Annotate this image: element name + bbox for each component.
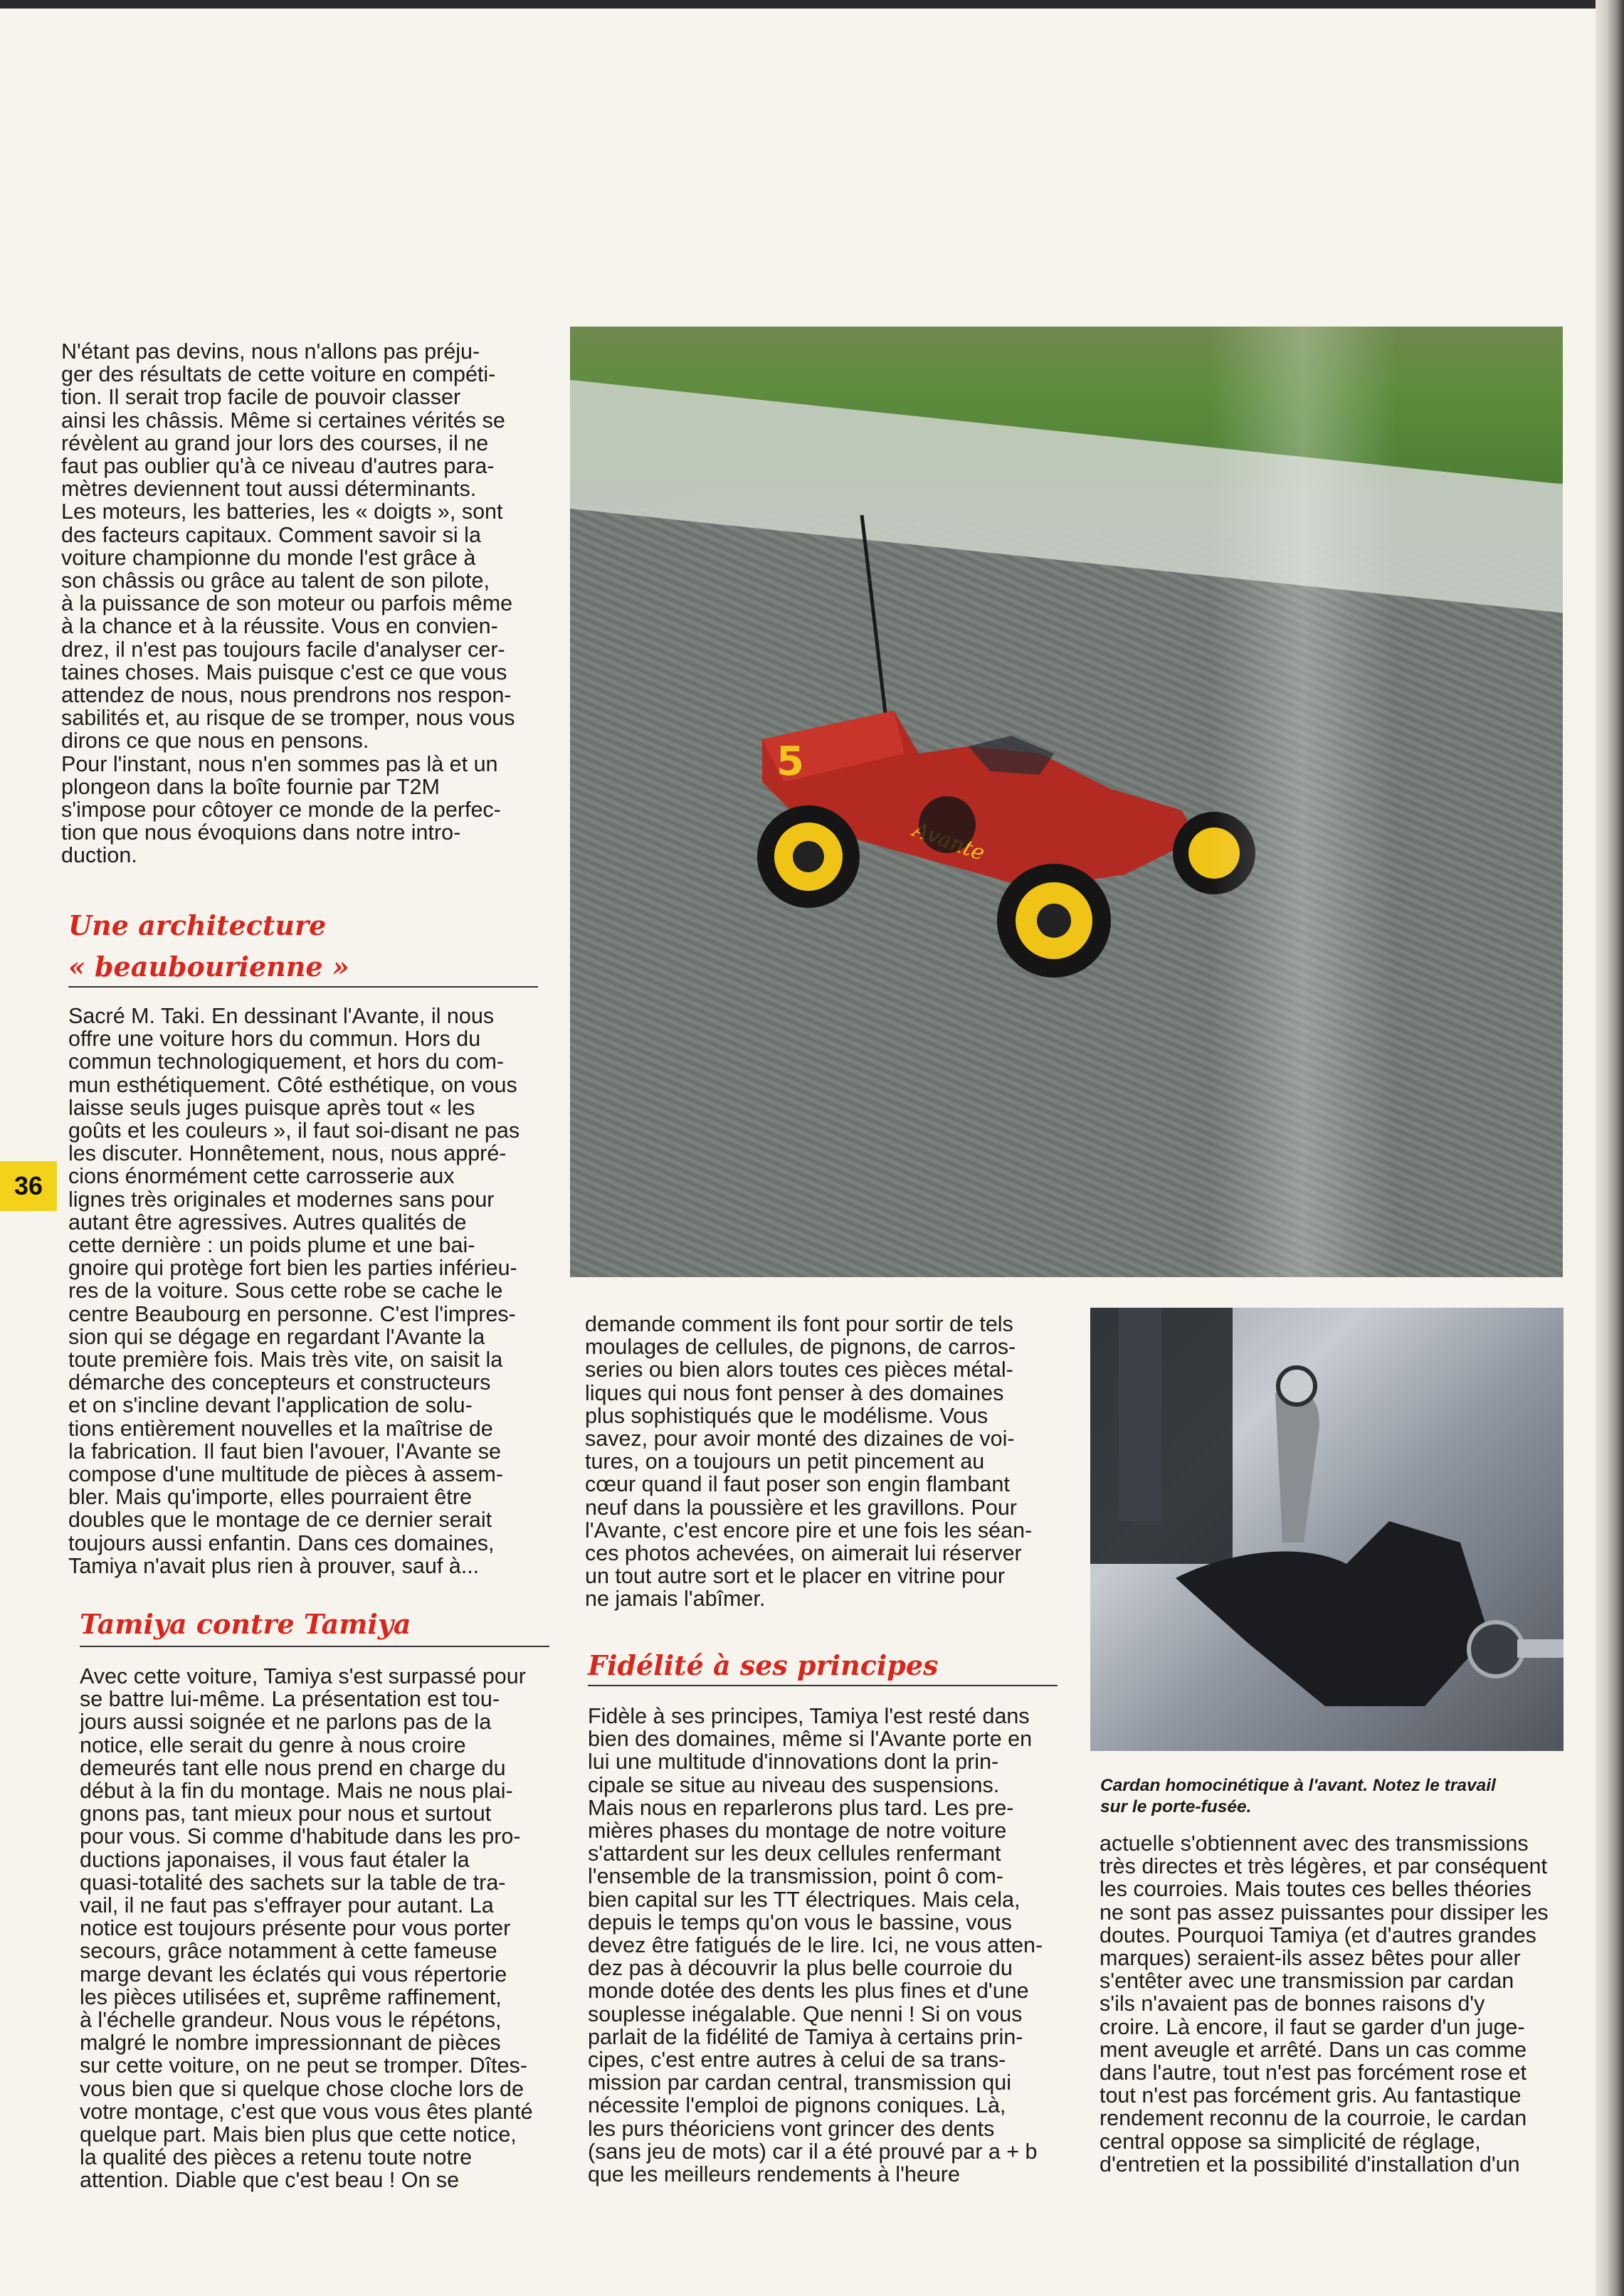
column-2-section3 (588, 1705, 1066, 2186)
heading-fidelite-rule (588, 1685, 1058, 1686)
column-2-top (585, 1313, 1058, 1611)
section-tamiya-text: Avec cette voiture, Tamiya s'est surpassé pour se battre lui-même. La présentation est tou- jours aussi soignée et ne parlons pas de la notice, elle serait du genre à nous croire demeurés tant elle nous prend en charge du début à la fin du montage. Mais ne nous plai- gnons pas, tant mieux pour nous et surtout pour vous. Si comme d'habitude dans les pro- ductions japonaises, il vous faut étaler la quasi-totalité des sachets sur la table de tra- vail, il ne faut pas s'effrayer pour autant. La notice est toujours présente pour vous porter secours, grâce notamment à cette fameuse marge devant les éclatés qui vous répertorie les pièces utilisées et, suprême raffinement, à l'échelle grandeur. Nous vous le répétons, malgré le nombre impressionnant de pièces sur cette voiture, on ne peut se tromper. Dîtes- vous bien que si quelque chose cloche lors de votre montage, c'est que vous vous êtes planté quelque part. Mais bien plus que cette notice, la qualité des pièces a retenu toute notre attention. Diable que c'est beau ! On se (80, 1664, 533, 2193)
column-1-intro (61, 340, 538, 867)
photo-light-streak (1211, 327, 1396, 1277)
column-1-section1 (68, 1005, 544, 1577)
photo-cardan-closeup (1090, 1308, 1564, 1751)
photo-caption (1100, 1775, 1563, 1818)
heading-tamiya-rule (80, 1646, 549, 1647)
binding-spine (1596, 0, 1624, 2296)
col2-top-text: demande comment ils font pour sortir de tels moulages de cellules, de pignons, de carros- series ou bien alors toutes ces pièces métal- liques qui nous font penser à des domaines plus sophistiqués que le modélisme. Vous savez, pour avoir monté des dizaines de voi- tures, on a toujours un petit pincement au cœur quand il faut poser son engin flambant neuf dans la poussière et les gravillons. Pour l'Avante, c'est encore pire et une fois les séan- ces photos achevées, on aimerait lui réserver un tout autre sort et le placer en vitrine pour ne jamais l'abîmer. (585, 1312, 1033, 1612)
column-3-text (1100, 1832, 1573, 2176)
heading-fidelite-text: Fidélité à ses principes (588, 1649, 939, 1681)
heading-architecture-line1: Une architecture (68, 909, 327, 941)
heading-architecture (68, 905, 538, 988)
heading-tamiya-text: Tamiya contre Tamiya (80, 1608, 411, 1640)
page-number: 36 (0, 1161, 57, 1211)
section-fidelite-text: Fidèle à ses principes, Tamiya l'est resté dans bien des domaines, même si l'Avante porte en lui une multitude d'innovations dont la prin- cipale se situe au niveau des suspensions. Mais nous en reparlerons plus tard. Les pre- mières phases du montage de notre voiture s'attardent sur les deux cellules renfermant l'ensemble de la transmission, point ô com- bien capital sur les TT électriques. Mais cela, depuis le temps qu'on vous le bassine, vous devez être fatigués de le lire. Ici, ne vous atten- dez pas à découvrir la plus belle courroie du monde dotée des dents les plus fines et d'une souplesse inégalable. Que nenni ! Si on vous parlait de la fidélité de Tamiya à certains prin- cipes, c'est entre autres à celui de sa trans- mission par cardan central, transmission qui nécessite l'emploi de pignons coniques. Là, les purs théoriciens vont grincer des dents (sans jeu de mots) car il a été prouvé par a + b que les meilleurs rendements à l'heure (588, 1704, 1043, 2187)
top-edge (0, 0, 1624, 9)
photo-car-on-track (570, 327, 1563, 1277)
heading-architecture-line2: « beaubourienne » (68, 951, 349, 983)
car-number-text: 5 (776, 739, 804, 785)
intro-paragraph: N'étant pas devins, nous n'allons pas préju- ger des résultats de cette voiture en compéti- tion. Il serait trop facile de pouvoir classer ainsi les châssis. Même si certaines vérités se révèlent au grand jour lors des courses, il ne faut pas oublier qu'à ce niveau d'autres para- mètres deviennent tout aussi déterminants. Les moteurs, les batteries, les « doigts », sont des facteurs capitaux. Comment savoir si la voiture championne du monde l'est grâce à son châssis ou grâce au talent de son pilote, à la puissance de son moteur ou parfois même à la chance et à la réussite. Vous en convien- drez, il n'est pas toujours facile d'analyser cer- taines choses. Mais puisque c'est ce que vous attendez de nous, nous prendrons nos respon- sabilités et, au risque de se tromper, nous vous dirons ce que nous en pensons. Pour l'instant, nous n'en sommes pas là et un plongeon dans la boîte fournie par T2M s'impose pour côtoyer ce monde de la perfec- tion que nous évoquions dans notre intro- duction. (61, 339, 515, 868)
column-1-section2 (80, 1665, 553, 2192)
heading-fidelite (588, 1645, 1058, 1686)
photo-car (570, 327, 1563, 1277)
col3-text: actuelle s'obtiennent avec des transmissions très directes et très légères, et par conséquent les courroies. Mais toutes ces belles théories ne sont pas assez puissantes pour dissiper les doutes. Pourquoi Tamiya (et d'autres grandes marques) seraient-ils assez bêtes pour aller s'entêter avec une transmission par cardan s'ils n'avaient pas de bonnes raisons d'y croire. Là encore, il faut se garder d'un juge- ment aveugle et arrêté. Dans un cas comme dans l'autre, tout n'est pas forcément rose et tout n'est pas forcément gris. Au fantastique rendement reconnu de la courroie, le cardan central oppose sa simplicité de réglage, d'entretien et la possibilité d'installation d'un (1100, 1831, 1549, 2176)
section-architecture-text: Sacré M. Taki. En dessinant l'Avante, il nous offre une voiture hors du commun. Hors du commun technologiquement, et hors du com- mun esthétiquement. Côté esthétique, on vous laisse seuls juges puisque après tout « les goûts et les couleurs », il faut soi-disant ne pas les discuter. Honnêtement, nous, nous appré- cions énormément cette carrosserie aux lignes très originales et modernes sans pour autant être agressives. Autres qualités de cette dernière : un poids plume et une bai- gnoire qui protège fort bien les parties inférieu- res de la voiture. Sous cette robe se cache le centre Beaubourg en personne. C'est l'impres- sion qui se dégage en regardant l'Avante la toute première fois. Mais très vite, on saisit la démarche des concepteurs et constructeurs et on s'incline devant l'application de solu- tions entièrement nouvelles et la maîtrise de la fabrication. Il faut bien l'avouer, l'Avante se compose d'une multitude de pièces à assem- bler. Mais qu'importe, elles pourraient être doubles que le montage de ce dernier serait toujours aussi enfantin. Dans ces domaines, Tamiya n'avait plus rien à prouver, sauf à... (68, 1004, 520, 1578)
heading-architecture-rule (68, 986, 538, 988)
heading-tamiya (80, 1604, 549, 1645)
photo-caption-text: Cardan homocinétique à l'avant. Notez le travail sur le porte-fusée. (1100, 1776, 1496, 1816)
photo-suspension (1090, 1308, 1564, 1751)
